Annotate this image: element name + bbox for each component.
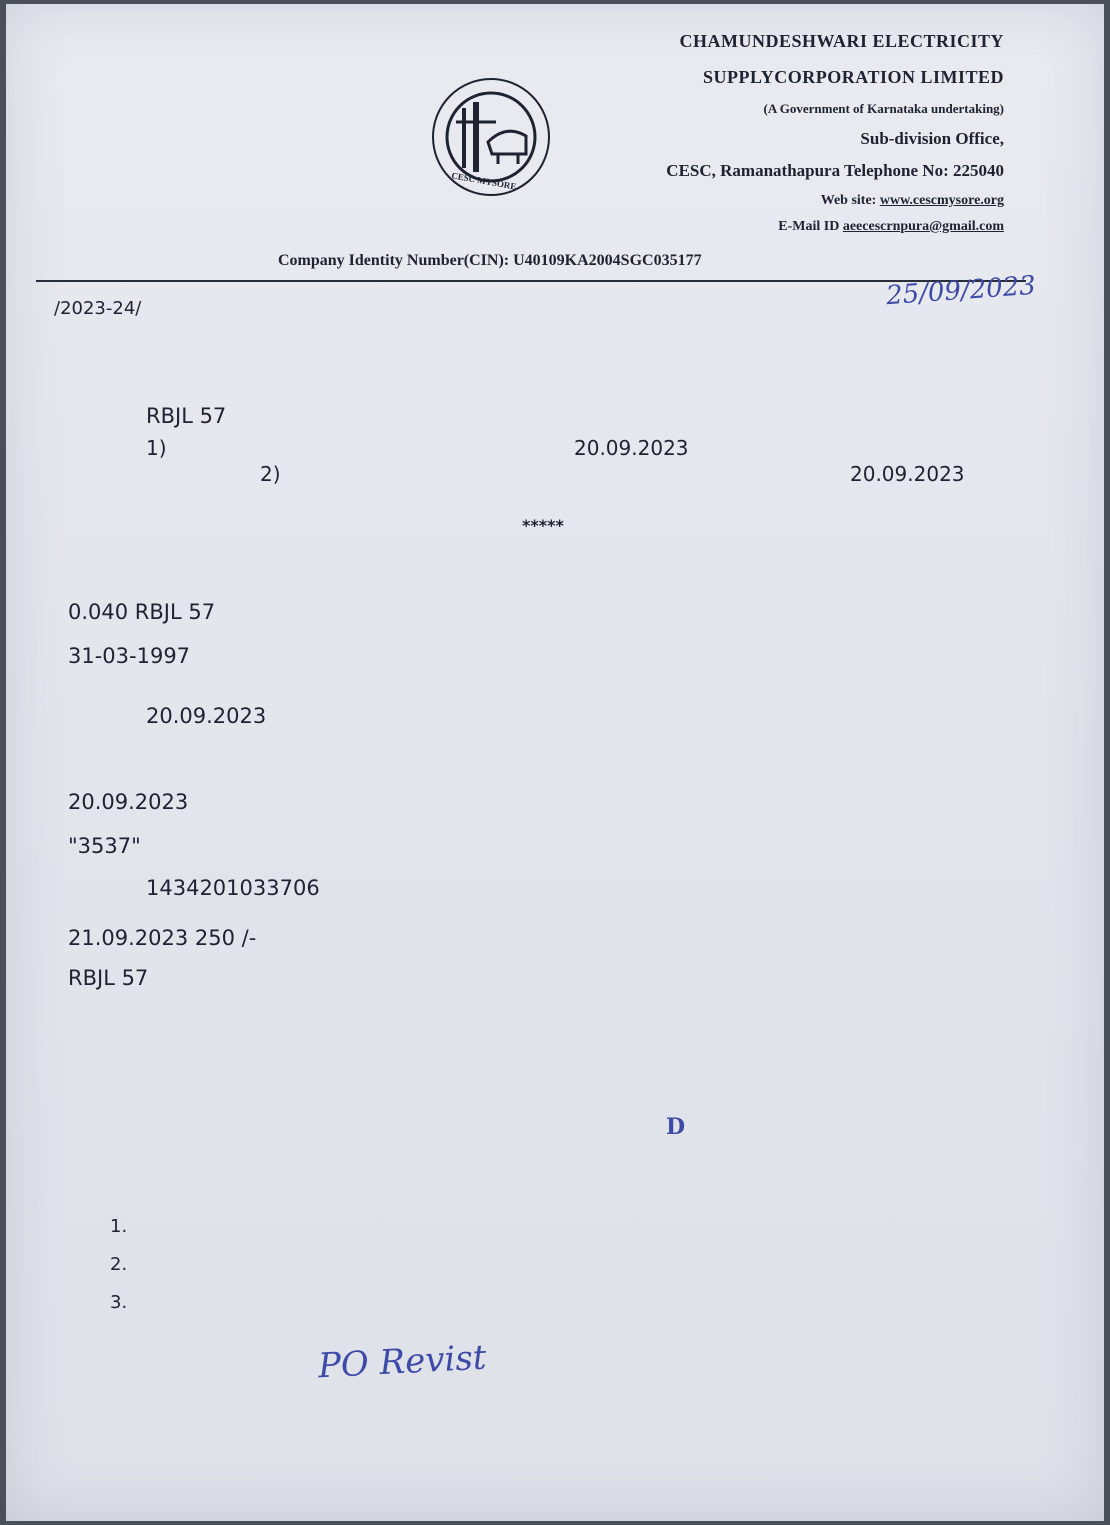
website-line [666, 188, 1004, 214]
subject-line [146, 392, 226, 440]
reference-item-1-date: 20.09.2023 [574, 436, 689, 460]
reference-item-1 [146, 436, 167, 460]
website-link: www.cescmysore.org [879, 193, 1004, 208]
handwritten-note: PO Revist [317, 1337, 488, 1387]
reference-number: /2023-24/ [54, 298, 142, 319]
letterhead-english-line: Sub-division Office, [860, 129, 1004, 148]
copies-item: 1. [110, 1216, 128, 1237]
paragraph-2-line: 20.09.2023 [68, 790, 189, 814]
website-label: Web site: [820, 193, 877, 208]
paragraph-3-line: RBJL 57 [68, 966, 149, 990]
handwritten-date: 25/09/2023 [885, 270, 1037, 312]
letterhead-english-line: (A Government of Karnataka undertaking) [763, 101, 1004, 116]
reference-text: 1) [146, 436, 167, 460]
paragraph-2-line: 20.09.2023 [146, 704, 267, 728]
letterhead-divider [36, 280, 1026, 282]
cin-line: Company Identity Number(CIN): U40109KA2004SGC035177 [278, 252, 702, 269]
letterhead-english-line: SUPPLYCORPORATION LIMITED [702, 67, 1004, 87]
letterhead-english [666, 28, 1004, 240]
email-link: aeecescrnpura@gmail.com [842, 219, 1004, 234]
reference-item-2-date: 20.09.2023 [850, 462, 965, 486]
paragraph-1-line: 0.040 RBJL 57 [68, 600, 216, 624]
email-line [666, 214, 1004, 240]
paragraph-3-line: 1434201033706 [146, 876, 320, 900]
paragraph-2-line: "3537" [68, 834, 141, 858]
letterhead-english-line: CESC, Ramanathapura Telephone No: 225040 [666, 161, 1004, 180]
document-page [6, 4, 1104, 1521]
paragraph-1-line: 31-03-1997 [68, 644, 191, 668]
signature-initial: D [666, 1114, 686, 1140]
email-label: E-Mail ID [778, 219, 840, 234]
logo-bottom-text: CESC MYSORE [450, 170, 518, 192]
subject-text: RBJL 57 [146, 404, 227, 428]
reference-item-2: 2) [260, 462, 281, 486]
paragraph-3-line: 21.09.2023 250 /- [68, 926, 257, 950]
copies-item: 3. [110, 1292, 128, 1313]
copies-item: 2. [110, 1254, 128, 1275]
letterhead-english-line: CHAMUNDESHWARI ELECTRICITY [679, 31, 1004, 51]
separator-stars: ***** [522, 516, 564, 535]
